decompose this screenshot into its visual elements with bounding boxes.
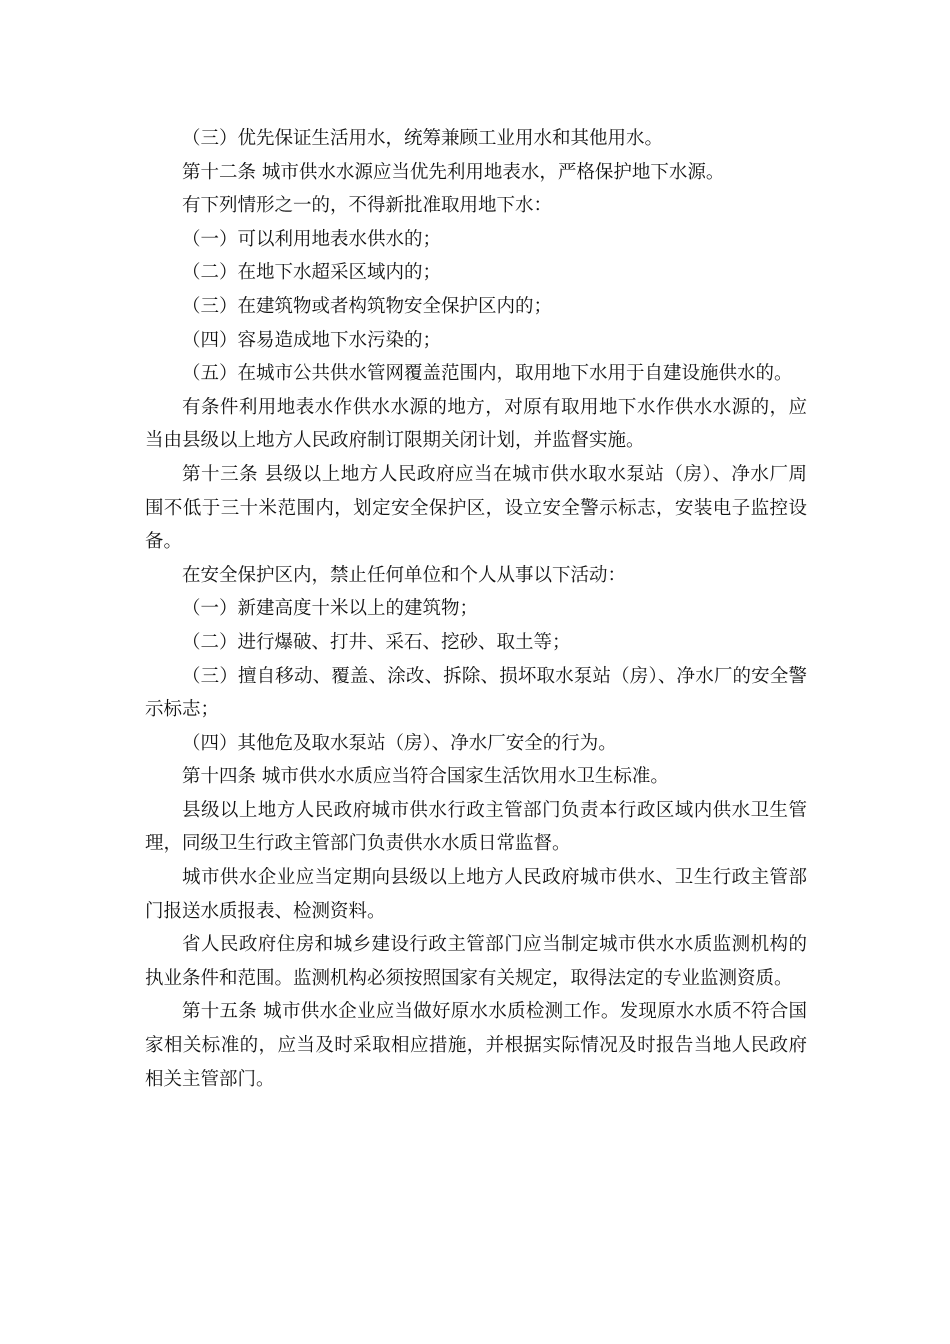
paragraph: 第十三条 县级以上地方人民政府应当在城市供水取水泵站（房）、净水厂周围不低于三十米范围内，划定安全保护区，设立安全警示标志，安装电子监控设备。 xyxy=(145,463,807,553)
paragraph: （三）优先保证生活用水，统筹兼顾工业用水和其他用水。 xyxy=(182,128,664,149)
paragraph: （五）在城市公共供水管网覆盖范围内，取用地下水用于自建设施供水的。 xyxy=(182,363,793,385)
paragraph: 有条件利用地表水作供水水源的地方，对原有取用地下水作供水水源的，应当由县级以上地方人民政府制订限期关闭计划，并监督实施。 xyxy=(145,396,807,452)
paragraph: 城市供水企业应当定期向县级以上地方人民政府城市供水、卫生行政主管部门报送水质报表、检测资料。 xyxy=(145,867,807,922)
paragraph: （三）擅自移动、覆盖、涂改、拆除、损坏取水泵站（房）、净水厂的安全警示标志； xyxy=(145,665,807,721)
paragraph: 第十四条 城市供水水质应当符合国家生活饮用水卫生标准。 xyxy=(182,766,669,788)
paragraph: 在安全保护区内，禁止任何单位和个人从事以下活动： xyxy=(182,564,627,586)
paragraph: （三）在建筑物或者构筑物安全保护区内的； xyxy=(182,295,553,317)
paragraph: 第十二条 城市供水水源应当优先利用地表水，严格保护地下水源。 xyxy=(182,161,725,183)
paragraph: 有下列情形之一的，不得新批准取用地下水： xyxy=(182,195,553,217)
paragraph: （一）新建高度十米以上的建筑物； xyxy=(182,598,479,620)
paragraph: （二）进行爆破、打井、采石、挖砂、取土等； xyxy=(182,631,571,653)
paragraph: （二）在地下水超采区域内的； xyxy=(182,262,442,284)
paragraph: （四）其他危及取水泵站（房）、净水厂安全的行为。 xyxy=(182,732,617,754)
document-body xyxy=(145,122,807,1096)
paragraph: （四）容易造成地下水污染的； xyxy=(182,329,442,351)
paragraph: 省人民政府住房和城乡建设行政主管部门应当制定城市供水水质监测机构的执业条件和范围。监测机构必须按照国家有关规定，取得法定的专业监测资质。 xyxy=(145,934,807,989)
paragraph: （一）可以利用地表水供水的； xyxy=(182,228,442,250)
paragraph: 县级以上地方人民政府城市供水行政主管部门负责本行政区域内供水卫生管理，同级卫生行政主管部门负责供水水质日常监督。 xyxy=(145,799,807,855)
paragraph: 第十五条 城市供水企业应当做好原水水质检测工作。发现原水水质不符合国家相关标准的，应当及时采取相应措施，并根据实际情况及时报告当地人民政府相关主管部门。 xyxy=(145,1001,807,1090)
